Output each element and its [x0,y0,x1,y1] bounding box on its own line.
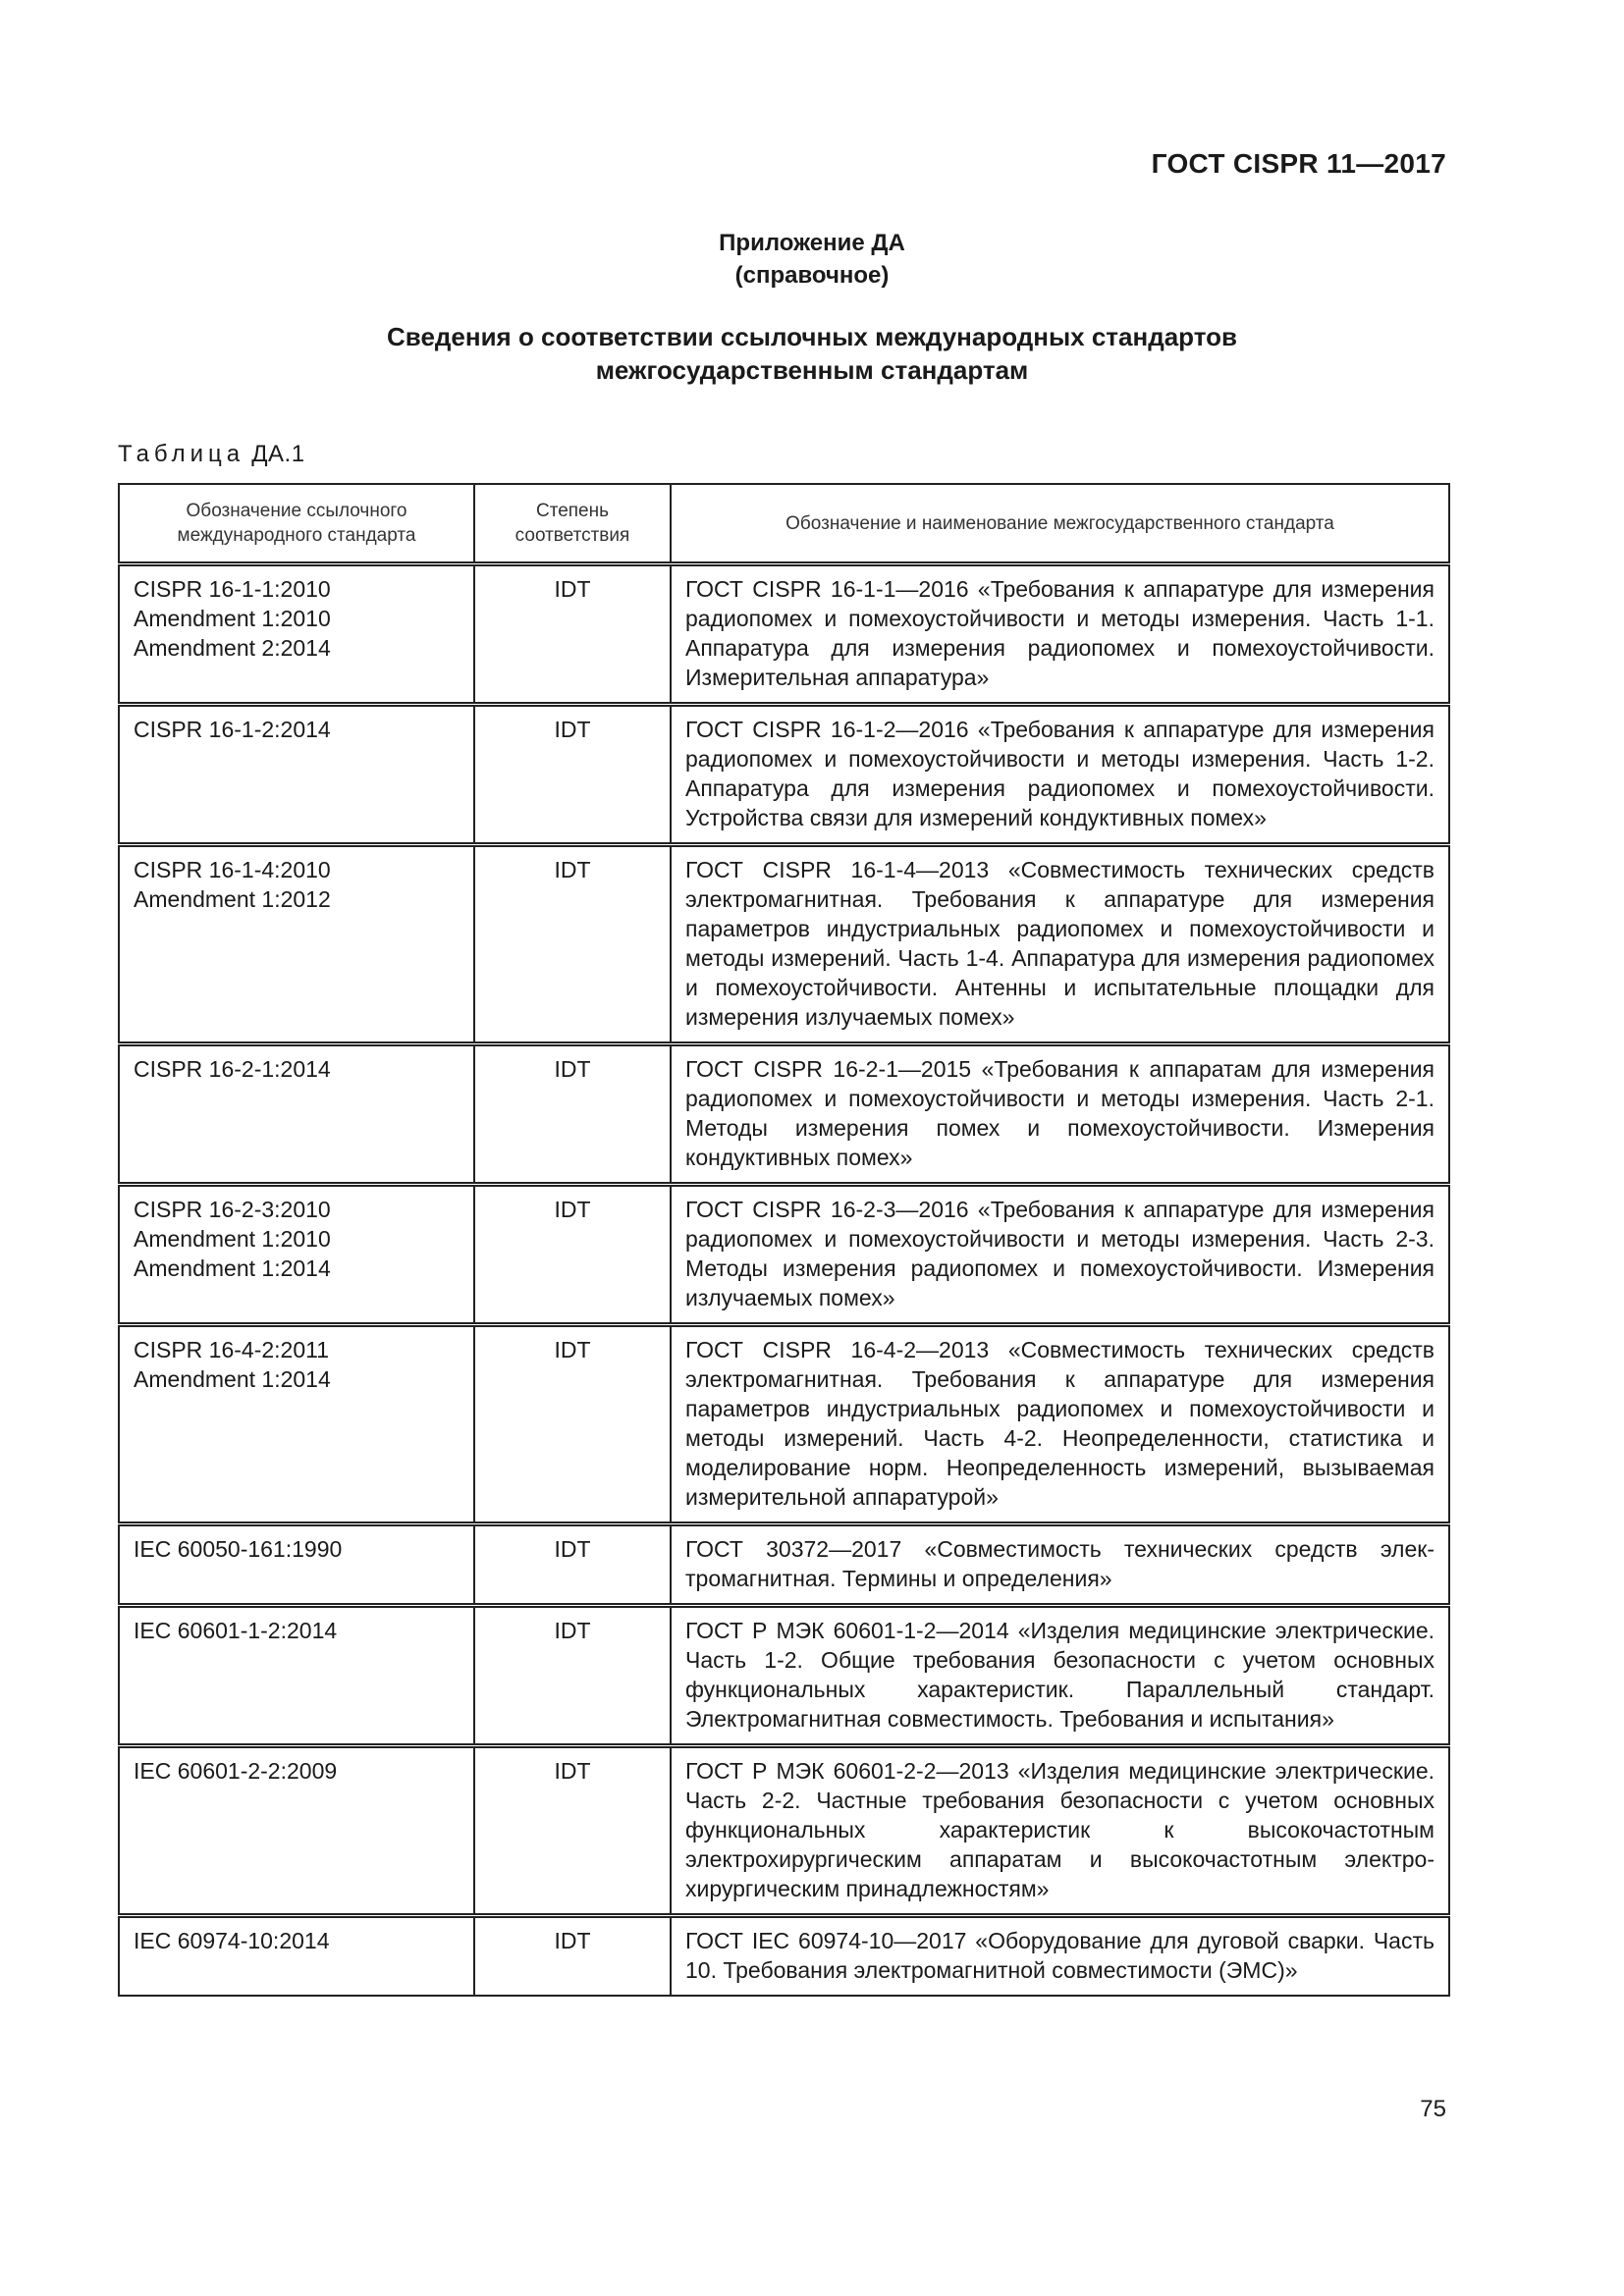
interstate-standard-cell: ГОСТ CISPR 16-2-1—2015 «Требования к аппаратам для измерения радиопомех и помехоустойчивости и методы измерения. Часть 2-1. Методы измерения помех и помехоустойчивости. Измерения кондуктивных помех» [671,1044,1449,1185]
annex-title: Приложение ДА [719,230,905,256]
table-row [119,1524,1449,1606]
page-title-line-2: межгосударственным стандартам [595,355,1029,385]
reference-standard-code: Amendment 1:2014 [134,1255,331,1281]
reference-standard-code: CISPR 16-1-4:2010 [134,857,331,882]
conformity-degree-cell: IDT [474,1746,671,1916]
reference-standard-code: IEC 60601-2-2:2009 [134,1758,338,1784]
reference-standard-code: CISPR 16-1-1:2010 [134,576,331,602]
reference-standard-cell [119,1746,474,1916]
annex-subtitle: (справочное) [734,262,890,289]
table-row [119,1185,1449,1325]
table-row [119,705,1449,845]
table-body [119,564,1449,1997]
table-row [119,1746,1449,1916]
conformity-degree-cell: IDT [474,1606,671,1746]
reference-standard-code: Amendment 1:2010 [134,606,331,631]
reference-standard-cell [119,1916,474,1997]
correspondence-table [118,483,1450,1997]
interstate-standard-cell: ГОСТ IEC 60974-10—2017 «Оборудование для дуговой сварки. Часть 10. Требования электромагнитной совместимости (ЭМС)» [671,1916,1449,1997]
header-interstate-standard: Обозначение и наименование межгосударственного стандарта [671,484,1449,564]
table-header-row [119,484,1449,564]
page-number: 75 [1420,2096,1446,2122]
table-row [119,564,1449,705]
table-row [119,845,1449,1044]
reference-standard-code: IEC 60974-10:2014 [134,1928,330,1953]
conformity-degree-cell: IDT [474,705,671,845]
interstate-standard-cell: ГОСТ CISPR 16-2-3—2016 «Требования к аппаратуре для измерения радиопомех и помехоустойчивости и методы измерения. Часть 2-3. Методы измерения радиопомех и помехоустойчивости. Измерения излучаемых помех» [671,1185,1449,1325]
reference-standard-code: CISPR 16-2-3:2010 [134,1197,331,1222]
document-code: ГОСТ CISPR 11—2017 [1151,148,1446,179]
table-row [119,1606,1449,1746]
reference-standard-cell [119,705,474,845]
reference-standard-code: CISPR 16-1-2:2014 [134,717,331,742]
reference-standard-code: IEC 60601-1-2:2014 [134,1618,338,1643]
conformity-degree-cell: IDT [474,1325,671,1524]
conformity-degree-cell: IDT [474,564,671,705]
table-caption-word: Таблица [118,441,245,467]
interstate-standard-cell: ГОСТ CISPR 16-1-2—2016 «Требования к аппаратуре для измерения радиопомех и помехоустойчивости и методы измерения. Часть 1-2. Аппаратура для измерения радиопомех и помехоустойчивости. Устройства связи для измерений кондуктивных помех» [671,705,1449,845]
reference-standard-cell [119,1044,474,1185]
reference-standard-code: IEC 60050-161:1990 [134,1536,343,1562]
interstate-standard-cell: ГОСТ CISPR 16-1-4—2013 «Совместимость технических средств электромагнитная. Требования к аппаратуре для измерения параметров индустриальных радиопомех и помехоустойчивости и методы измерений. Часть 1-4. Аппаратура для измерения радиопомех и помехоустойчивости. Антенны и испытательные площадки для измерения излучаемых помех» [671,845,1449,1044]
table-caption [118,441,305,468]
conformity-degree-cell: IDT [474,1185,671,1325]
conformity-degree-cell: IDT [474,1524,671,1606]
reference-standard-code: Amendment 1:2010 [134,1226,331,1252]
table-row [119,1916,1449,1997]
conformity-degree-cell: IDT [474,1916,671,1997]
reference-standard-cell [119,845,474,1044]
reference-standard-code: Amendment 1:2012 [134,886,331,912]
reference-standard-cell [119,1524,474,1606]
reference-standard-code: CISPR 16-2-1:2014 [134,1056,331,1082]
interstate-standard-cell: ГОСТ CISPR 16-4-2—2013 «Совместимость технических средств электромагнитная. Требования к аппаратуре для измерения параметров индустриальных радиопомех и помехоустойчивости и методы измерений. Часть 4-2. Неопределенности, статистика и моделирование норм. Неопределенность измерений, вызываемая измерительной аппаратурой» [671,1325,1449,1524]
reference-standard-cell [119,1185,474,1325]
annex-heading [0,227,1624,292]
conformity-degree-cell: IDT [474,845,671,1044]
interstate-standard-cell: ГОСТ 30372—2017 «Совместимость технических средств электромагнитная. Термины и определения» [671,1524,1449,1606]
conformity-degree-cell: IDT [474,1044,671,1185]
header-conformity-degree: Степень соответствия [474,484,671,564]
table-row [119,1044,1449,1185]
table-caption-number: ДА.1 [251,441,305,467]
reference-standard-code: CISPR 16-4-2:2011 [134,1337,330,1362]
interstate-standard-cell: ГОСТ Р МЭК 60601-1-2—2014 «Изделия медицинские электрические. Часть 1-2. Общие требования безопасности с учетом основных функциональных характеристик. Параллельный стандарт. Электромагнитная совместимость. Требования и испытания» [671,1606,1449,1746]
reference-standard-cell [119,1606,474,1746]
interstate-standard-cell: ГОСТ CISPR 16-1-1—2016 «Требования к аппаратуре для измерения радиопомех и помехоустойчивости и методы измерения. Часть 1-1. Аппаратура для измерения радиопомех и помехоустойчивости. Измерительная аппаратура» [671,564,1449,705]
reference-standard-cell [119,564,474,705]
interstate-standard-cell: ГОСТ Р МЭК 60601-2-2—2013 «Изделия медицинские электрические. Часть 2-2. Частные требования безопасности с учетом основных функциональных характеристик к высокочастотным электрохирургическим аппаратам и высокочастотным электрохирургическим принадлежностям» [671,1746,1449,1916]
reference-standard-code: Amendment 1:2014 [134,1366,331,1392]
table-row [119,1325,1449,1524]
header-reference-standard: Обозначение ссылочного международного стандарта [119,484,474,564]
page-title [0,320,1624,387]
reference-standard-code: Amendment 2:2014 [134,635,331,661]
page-title-line-1: Сведения о соответствии ссылочных международных стандартов [387,322,1237,351]
reference-standard-cell [119,1325,474,1524]
